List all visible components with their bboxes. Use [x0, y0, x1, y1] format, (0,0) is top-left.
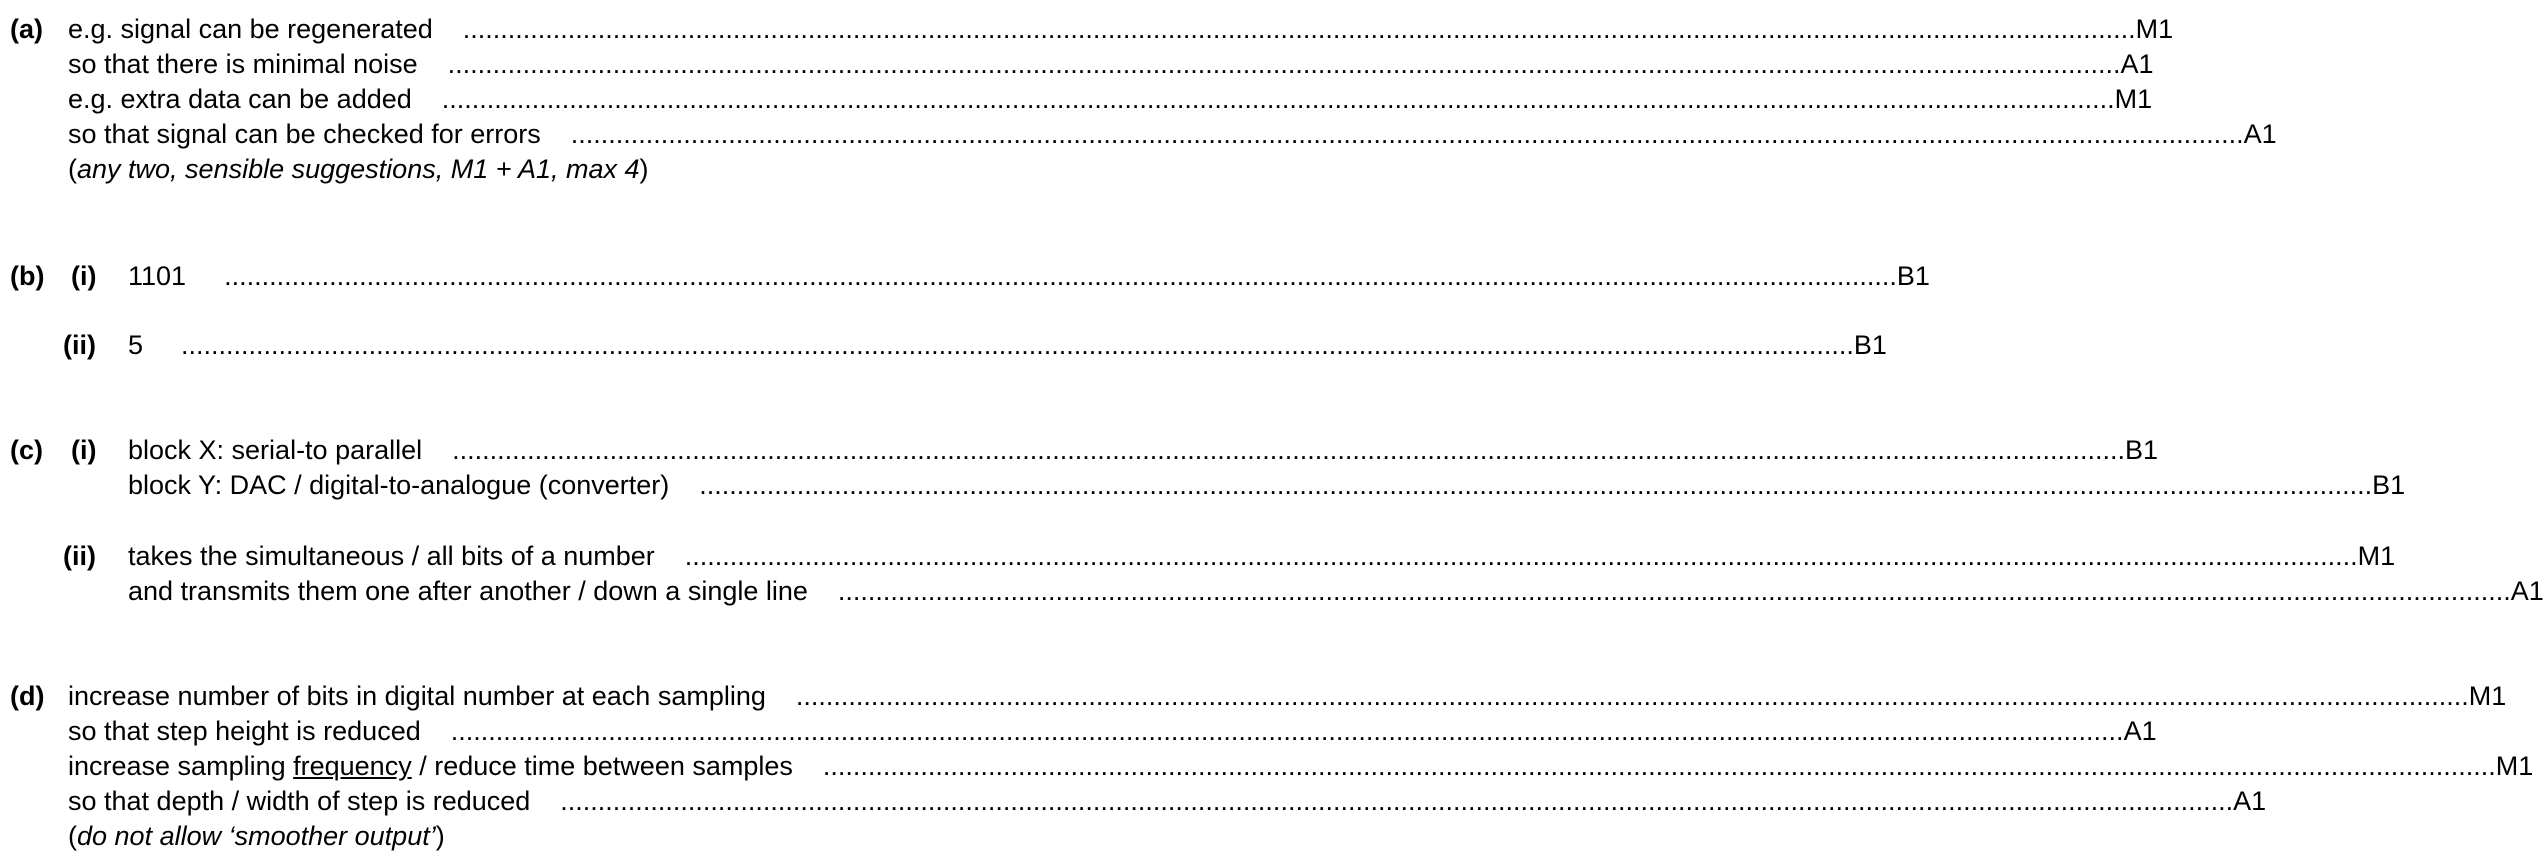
leader-dots: ...............................................................................................................................................................................................................................: [224, 261, 1897, 291]
answer-text: e.g. extra data can be added: [68, 84, 412, 114]
leader-dots: ...............................................................................................................................................................................................................................: [822, 751, 2496, 781]
part-d-label: (d): [10, 681, 45, 711]
part-c-ii-row-2: [128, 574, 2544, 608]
leader-dots: ...............................................................................................................................................................................................................................: [441, 84, 2115, 114]
mark-label: M1: [2357, 541, 2396, 571]
part-a-row-2: [68, 47, 2154, 81]
answer-text: block X: serial-to parallel: [128, 435, 423, 465]
part-b-ii-row: [128, 328, 1887, 362]
mark-label: M1: [2135, 14, 2174, 44]
answer-text: 1101: [128, 261, 187, 291]
part-d-note: [68, 819, 445, 853]
answer-text: e.g. signal can be regenerated: [68, 14, 433, 44]
part-d-row-1: [68, 679, 2507, 713]
answer-text: so that signal can be checked for errors: [68, 119, 541, 149]
part-d-row-3: [68, 749, 2534, 783]
part-c-label: (c): [10, 435, 43, 465]
answer-text: so that there is minimal noise: [68, 49, 418, 79]
leader-dots: ...............................................................................................................................................................................................................................: [450, 716, 2124, 746]
answer-text: so that depth / width of step is reduced: [68, 786, 531, 816]
part-c-ii-row-1: [128, 539, 2396, 573]
leader-dots: ...............................................................................................................................................................................................................................: [795, 681, 2469, 711]
mark-label: A1: [2243, 119, 2277, 149]
part-a-row-3: [68, 82, 2153, 116]
leader-dots: ...............................................................................................................................................................................................................................: [447, 49, 2121, 79]
leader-dots: ...............................................................................................................................................................................................................................: [181, 330, 1854, 360]
leader-dots: ...............................................................................................................................................................................................................................: [837, 576, 2511, 606]
mark-label: A1: [2510, 576, 2544, 606]
mark-label: B1: [2372, 470, 2406, 500]
mark-label: A1: [2233, 786, 2267, 816]
mark-label: M1: [2468, 681, 2507, 711]
answer-text: block Y: DAC / digital-to-analogue (converter): [128, 470, 670, 500]
leader-dots: ...............................................................................................................................................................................................................................: [462, 14, 2136, 44]
part-a-row-1: [68, 12, 2174, 46]
leader-dots: ...............................................................................................................................................................................................................................: [684, 541, 2358, 571]
answer-text-pre: increase sampling: [68, 751, 294, 781]
answer-text: 5: [128, 330, 144, 360]
part-b-label: (b): [10, 261, 45, 291]
part-a-label: (a): [10, 14, 43, 44]
note-open: (: [68, 821, 77, 851]
mark-label: B1: [2124, 435, 2158, 465]
part-a-note: [68, 152, 649, 186]
mark-label: B1: [1853, 330, 1887, 360]
part-b-i-row: [128, 259, 1930, 293]
leader-dots: ...............................................................................................................................................................................................................................: [560, 786, 2234, 816]
answer-text: takes the simultaneous / all bits of a number: [128, 541, 655, 571]
mark-label: A1: [2123, 716, 2157, 746]
mark-label: B1: [1896, 261, 1930, 291]
mark-label: M1: [2495, 751, 2534, 781]
part-c-i-label: (i): [71, 435, 97, 465]
answer-text: and transmits them one after another / down a single line: [128, 576, 808, 606]
leader-dots: ...............................................................................................................................................................................................................................: [699, 470, 2373, 500]
part-d-row-2: [68, 714, 2157, 748]
part-d-row-4: [68, 784, 2267, 818]
mark-label: M1: [2114, 84, 2153, 114]
note-text: any two, sensible suggestions, M1 + A1, max 4: [77, 154, 640, 184]
part-c-i-row-2: [128, 468, 2406, 502]
answer-text: increase number of bits in digital number at each sampling: [68, 681, 766, 711]
answer-text: so that step height is reduced: [68, 716, 421, 746]
answer-text-post: / reduce time between samples: [411, 751, 793, 781]
answer-text: [68, 749, 793, 783]
note-open: (: [68, 154, 77, 184]
part-b-i-label: (i): [71, 261, 97, 291]
leader-dots: ...............................................................................................................................................................................................................................: [452, 435, 2125, 465]
part-a-row-4: [68, 117, 2277, 151]
part-c-ii-label: (ii): [63, 541, 96, 571]
part-b-ii-label: (ii): [63, 330, 96, 360]
part-c-i-row-1: [128, 433, 2158, 467]
note-close: ): [639, 154, 649, 184]
mark-label: A1: [2120, 49, 2154, 79]
leader-dots: ...............................................................................................................................................................................................................................: [570, 119, 2244, 149]
note-close: ): [435, 821, 445, 851]
note-text: do not allow ‘smoother output’: [77, 821, 436, 851]
underlined-word: frequency: [293, 751, 412, 781]
